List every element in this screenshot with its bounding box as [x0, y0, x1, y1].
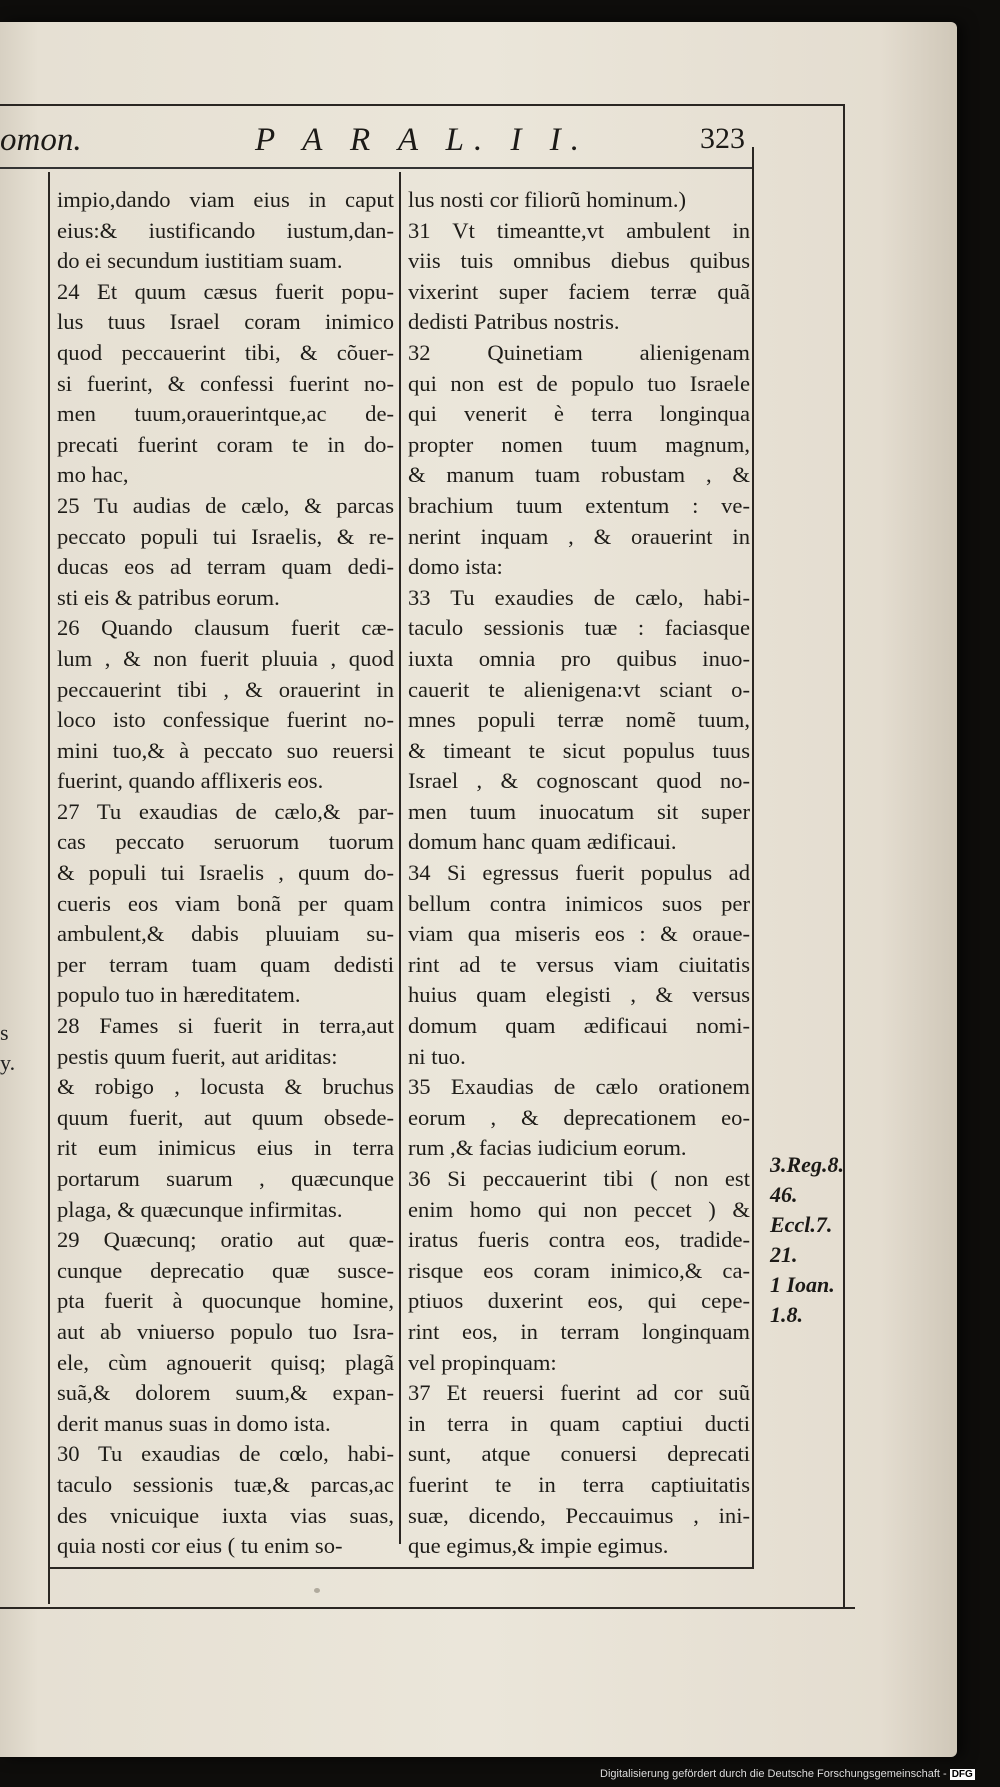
- footer-credit-text: Digitalisierung gefördert durch die Deutsche Forschungsgemeinschaft -: [600, 1768, 947, 1780]
- frame-bottom-rule: [0, 1607, 855, 1609]
- text-line: cauerit te alienigena:vt sciant o-: [408, 676, 750, 702]
- text-line: suæ, dicendo, Peccauimus , ini-: [408, 1502, 750, 1528]
- text-line: risque eos coram inimico,& ca-: [408, 1257, 750, 1283]
- text-line: men tuum,orauerintque,ac de-: [57, 401, 394, 427]
- margin-references: [770, 1150, 844, 1330]
- text-line: 35 Exaudias de cælo orationem: [408, 1074, 750, 1100]
- book-page: [0, 22, 957, 1757]
- text-line: & manum tuam robustam , &: [408, 462, 750, 488]
- text-line: 32 Quinetiam alienigenam: [408, 339, 750, 365]
- text-line: impio,dando viam eius in caput: [57, 187, 394, 212]
- text-line: 33 Tu exaudies de cælo, habi-: [408, 584, 750, 610]
- text-line: & robigo , locusta & bruchus: [57, 1074, 394, 1100]
- text-line: sunt, atque conuersi deprecati: [408, 1441, 750, 1467]
- text-box-right-rule: [752, 147, 754, 1567]
- text-line: per terram tuam quam dedisti: [57, 951, 394, 977]
- text-line: viis tuis omnibus diebus quibus: [408, 248, 750, 274]
- footer-credit: [600, 1768, 975, 1780]
- page-number: 323: [700, 122, 745, 155]
- text-line: pta fuerit à quocunque homine,: [57, 1288, 394, 1314]
- text-line: viam qua miseris eos : & oraue-: [408, 921, 750, 947]
- text-line: ptiuos duxerint eos, qui cepe-: [408, 1288, 750, 1314]
- text-line: men tuum inuocatum sit super: [408, 798, 750, 824]
- text-line: eorum , & deprecationem eo-: [408, 1104, 750, 1130]
- text-line: Israel , & cognoscant quod no-: [408, 768, 750, 794]
- text-line: mo hac,: [57, 462, 129, 488]
- text-line: lus nosti cor filiorũ hominum.): [408, 187, 687, 212]
- margin-note: 1.8.: [770, 1302, 803, 1327]
- text-line: & timeant te sicut populus tuus: [408, 737, 750, 763]
- text-line: qui non est de populo tuo Israele: [408, 370, 750, 396]
- text-line: fuerint te in terra captiuitatis: [408, 1471, 750, 1497]
- text-line: mini tuo,& à peccato suo reuersi: [57, 737, 394, 763]
- text-line: dedisti Patribus nostris.: [408, 309, 620, 335]
- text-line: cueris eos viam bonã per quam: [57, 890, 394, 916]
- margin-note: 1 Ioan.: [770, 1272, 835, 1297]
- text-line: vel propinquam:: [408, 1349, 557, 1375]
- text-line: & populi tui Israelis , quum do-: [57, 860, 394, 886]
- text-line: 31 Vt timeantte,vt ambulent in: [408, 217, 750, 243]
- text-line: 28 Fames si fuerit in terra,aut: [57, 1013, 394, 1039]
- text-line: taculo sessionis tuæ : faciasque: [408, 615, 750, 641]
- text-line: quod peccauerint tibi, & cõuer-: [57, 339, 394, 365]
- text-line: 25 Tu audias de cælo, & parcas: [57, 492, 394, 518]
- dfg-logo-badge: DFG: [951, 1769, 973, 1780]
- text-line: domum quam ædificaui nomi-: [408, 1013, 750, 1039]
- text-line: ni tuo.: [408, 1043, 466, 1069]
- text-line: do ei secundum iustitiam suam.: [57, 248, 343, 274]
- text-line: brachium tuum extentum : ve-: [408, 492, 750, 518]
- text-line: pestis quum fuerit, aut ariditas:: [57, 1043, 338, 1069]
- text-line: iratus fueris contra eos, tradide-: [408, 1227, 750, 1253]
- text-line: 30 Tu exaudias de cœlo, habi-: [57, 1441, 394, 1467]
- text-line: bellum contra inimicos suos per: [408, 890, 750, 916]
- text-line: sti eis & patribus eorum.: [57, 584, 280, 610]
- text-line: cas peccato seruorum tuorum: [57, 829, 394, 855]
- text-line: rit eum inimicus eius in terra: [57, 1135, 394, 1161]
- text-line: lus tuus Israel coram inimico: [57, 309, 394, 335]
- column-divider: [399, 172, 401, 1544]
- margin-note: 21.: [770, 1242, 798, 1267]
- text-line: 26 Quando clausum fuerit cæ-: [57, 615, 394, 641]
- frame-top-rule: [0, 104, 845, 106]
- text-line: domum hanc quam ædificaui.: [408, 829, 677, 855]
- text-line: 29 Quæcunq; oratio aut quæ-: [57, 1227, 394, 1253]
- running-head-title: P A R A L. I I.: [255, 122, 589, 158]
- text-line: precati fuerint coram te in do-: [57, 431, 394, 457]
- text-line: ducas eos ad terram quam dedi-: [57, 554, 394, 580]
- text-line: rint ad te versus viam ciuitatis: [408, 951, 750, 977]
- text-line: peccato populi tui Israelis, & re-: [57, 523, 394, 549]
- text-line: huius quam elegisti , & versus: [408, 982, 750, 1008]
- text-line: portarum suarum , quæcunque: [57, 1166, 394, 1191]
- text-line: vixerint super faciem terræ quã: [408, 278, 750, 304]
- text-line: taculo sessionis tuæ,& parcas,ac: [57, 1471, 394, 1497]
- text-box-left-rule: [48, 172, 50, 1604]
- text-line: in terra in quam captiui ducti: [408, 1410, 750, 1436]
- text-line: quum fuerit, aut quum obsede-: [57, 1104, 394, 1130]
- edge-mark: s: [0, 1020, 9, 1045]
- text-line: que egimus,& impie egimus.: [408, 1533, 669, 1559]
- text-line: 34 Si egressus fuerit populus ad: [408, 860, 750, 886]
- margin-note: 3.Reg.8.: [770, 1152, 844, 1177]
- margin-note: 46.: [770, 1182, 798, 1207]
- text-line: cunque deprecatio quæ susce-: [57, 1257, 394, 1283]
- text-line: plaga, & quæcunque infirmitas.: [57, 1196, 343, 1222]
- text-line: peccauerint tibi , & orauerint in: [57, 676, 394, 702]
- left-edge-marks: [0, 1018, 15, 1078]
- text-line: domo ista:: [408, 554, 503, 580]
- text-line: derit manus suas in domo ista.: [57, 1410, 331, 1436]
- text-line: 36 Si peccauerint tibi ( non est: [408, 1166, 750, 1191]
- text-line: lum , & non fuerit pluuia , quod: [57, 645, 394, 671]
- text-line: 27 Tu exaudias de cælo,& par-: [57, 798, 394, 824]
- text-line: loco isto confessique fuerint no-: [57, 707, 394, 733]
- running-head-fragment: omon.: [0, 122, 82, 158]
- text-line: fuerint, quando afflixeris eos.: [57, 768, 324, 794]
- text-line: nerint inquam , & orauerint in: [408, 523, 750, 549]
- text-line: aut ab vniuerso populo tuo Isra-: [57, 1318, 394, 1344]
- text-line: rint eos, in terram longinquam: [408, 1318, 750, 1344]
- ink-smudge: [314, 1588, 320, 1593]
- frame-right-rule: [843, 104, 845, 1609]
- text-line: ele, cùm agnouerit quisq; plagã: [57, 1349, 394, 1375]
- edge-mark: y.: [0, 1050, 16, 1075]
- text-line: populo tuo in hæreditatem.: [57, 982, 301, 1008]
- text-line: quia nosti cor eius ( tu enim so-: [57, 1533, 343, 1559]
- text-line: 37 Et reuersi fuerint ad cor suũ: [408, 1380, 750, 1406]
- text-column-right: [408, 185, 750, 1562]
- text-line: propter nomen tuum magnum,: [408, 431, 750, 457]
- text-line: suã,& dolorem suum,& expan-: [57, 1380, 394, 1406]
- text-line: enim homo qui non peccet ) &: [408, 1196, 750, 1222]
- text-box-bottom-rule: [48, 1567, 754, 1569]
- margin-note: Eccl.7.: [770, 1212, 833, 1237]
- text-line: qui venerit è terra longinqua: [408, 401, 750, 427]
- header-rule: [0, 167, 752, 169]
- text-line: mnes populi terræ nomẽ tuum,: [408, 707, 750, 733]
- text-line: eius:& iustificando iustum,dan-: [57, 217, 394, 243]
- text-line: rum ,& facias iudicium eorum.: [408, 1135, 687, 1161]
- text-line: ambulent,& dabis pluuiam su-: [57, 921, 394, 947]
- text-line: des vnicuique iuxta vias suas,: [57, 1502, 394, 1528]
- text-line: 24 Et quum cæsus fuerit popu-: [57, 278, 394, 304]
- text-line: si fuerint, & confessi fuerint no-: [57, 370, 394, 396]
- text-line: iuxta omnia pro quibus inuo-: [408, 645, 750, 671]
- text-column-left: [57, 185, 394, 1562]
